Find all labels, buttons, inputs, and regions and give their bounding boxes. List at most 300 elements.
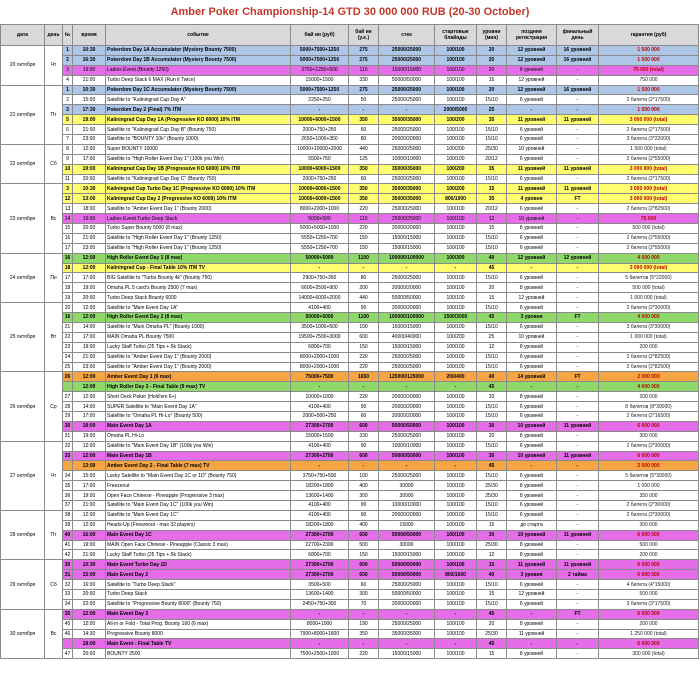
event-buyin-rub: 10000+6000+1500 <box>291 164 349 174</box>
event-blinds: 100/100 <box>435 224 477 234</box>
event-guarantee: 2 билета (2*82500) <box>599 352 699 362</box>
event-buyin-ue: 300 <box>349 491 379 501</box>
event-guarantee: 300 000 <box>599 431 699 441</box>
event-late-reg: 8 уровней <box>507 283 557 293</box>
event-buyin-ue: 300 <box>349 589 379 599</box>
event-stack: 125000/125000 <box>379 372 435 382</box>
event-buyin-ue: - <box>349 639 379 649</box>
event-buyin-rub: 18200+1800 <box>291 481 349 491</box>
event-final-day: - <box>557 589 599 599</box>
event-buyin-ue: 600 <box>349 530 379 540</box>
event-blinds: 100/100 <box>435 431 477 441</box>
event-stack: 15000/15000 <box>379 243 435 253</box>
event-name: High Roller Event Day 2 (8 max) <box>106 313 291 323</box>
event-guarantee: 3 билета (3*22000) <box>599 135 699 145</box>
event-num: 16 <box>63 313 73 323</box>
event-buyin-rub: 13600+1400 <box>291 491 349 501</box>
event-buyin-ue: 600 <box>349 570 379 580</box>
event-guarantee: 4 000 000 <box>599 313 699 323</box>
event-name: Satellite to "High Roller Event Day 1" (Bounty 1250) <box>106 243 291 253</box>
event-num: 19 <box>63 293 73 303</box>
event-late-reg: 12 уровней <box>507 85 557 95</box>
event-levels: 15/10 <box>477 95 507 105</box>
event-blinds: 100/100 <box>435 530 477 540</box>
event-late-reg: 10 уровней <box>507 421 557 431</box>
event-levels: 15/10 <box>477 273 507 283</box>
day-weekday: Пт <box>45 510 63 559</box>
event-stack: - <box>379 105 435 115</box>
event-time: 10:30 <box>73 184 106 194</box>
event-buyin-rub: 2000+750+250 <box>291 174 349 184</box>
event-stack: 100000/100000 <box>379 253 435 263</box>
event-buyin-ue: - <box>349 105 379 115</box>
event-late-reg: 10 уровней <box>507 451 557 461</box>
event-levels: 15/10 <box>477 125 507 135</box>
event-buyin-ue: 100 <box>349 322 379 332</box>
event-late-reg: 6 уровней <box>507 500 557 510</box>
event-buyin-rub: 15000+1500 <box>291 75 349 85</box>
event-final-day: 11 уровней <box>557 451 599 461</box>
event-name: Satellite to "Kaliningrad Cup Day A" <box>106 95 291 105</box>
event-guarantee: 3 000 000 (total) <box>599 164 699 174</box>
event-time: 18:00 <box>73 639 106 649</box>
event-num: 12 <box>63 194 73 204</box>
event-late-reg: 10 уровней <box>507 144 557 154</box>
event-name: BOUNTY 2500 <box>106 649 291 659</box>
event-buyin-ue: 350 <box>349 194 379 204</box>
day-weekday: Чт <box>45 441 63 510</box>
event-name: Lucky Staff Turbo (25 Tips + 5k Stack) <box>106 342 291 352</box>
event-stack: 50000/50000 <box>379 293 435 303</box>
event-levels: 20 <box>477 431 507 441</box>
event-guarantee: 200 000 <box>599 392 699 402</box>
event-stack: 40000/40000 <box>379 332 435 342</box>
event-num: 17 <box>63 273 73 283</box>
event-buyin-ue: 60 <box>349 125 379 135</box>
event-time: 12:00 <box>73 313 106 323</box>
event-guarantee: 500 000 <box>599 540 699 550</box>
event-stack: 25000/25000 <box>379 125 435 135</box>
event-buyin-ue: 600 <box>349 421 379 431</box>
table-row <box>1 411 699 421</box>
event-final-day: - <box>557 550 599 560</box>
event-num: 30 <box>63 421 73 431</box>
event-blinds: 100/200 <box>435 164 477 174</box>
event-blinds: 100/100 <box>435 204 477 214</box>
event-late-reg: 6 уровней <box>507 510 557 520</box>
event-final-day: - <box>557 510 599 520</box>
event-buyin-rub: 10000+6000+1500 <box>291 115 349 125</box>
event-late-reg: 3 уровня <box>507 570 557 580</box>
event-guarantee: 6 000 000 <box>599 570 699 580</box>
event-name: Satellite to "Kaliningrad Cup Day C" (Bounty 750) <box>106 174 291 184</box>
schedule-table <box>0 24 699 659</box>
event-blinds: 100/100 <box>435 589 477 599</box>
event-blinds: 100/200 <box>435 184 477 194</box>
event-num: 37 <box>63 500 73 510</box>
event-levels: 15/10 <box>477 362 507 372</box>
event-guarantee: 500 000 (total) <box>599 283 699 293</box>
event-levels: 15 <box>477 560 507 570</box>
event-name: Omaha PL 5 card's Bounty 2500 (7 max) <box>106 283 291 293</box>
event-blinds: 100/100 <box>435 411 477 421</box>
event-name: Satellite to "Main Event Day 1C" (100k you Win) <box>106 500 291 510</box>
event-late-reg: 10 уровней <box>507 332 557 342</box>
event-stack: 25000/25000 <box>379 95 435 105</box>
table-row <box>1 639 699 649</box>
event-late-reg: - <box>507 382 557 392</box>
event-blinds: 100/300 <box>435 253 477 263</box>
event-stack: 10000/10000 <box>379 500 435 510</box>
event-stack: 20000/20000 <box>379 224 435 234</box>
event-final-day: - <box>557 233 599 243</box>
event-buyin-rub: 27300+2700 <box>291 451 349 461</box>
event-name: Freezeout <box>106 481 291 491</box>
event-blinds: 100/100 <box>435 125 477 135</box>
event-buyin-rub: 5550+1250+700 <box>291 243 349 253</box>
event-time: 10:30 <box>73 85 106 95</box>
event-num: 45 <box>63 619 73 629</box>
event-buyin-ue: 190 <box>349 619 379 629</box>
event-num: 30 <box>63 560 73 570</box>
event-time: 12:00 <box>73 263 106 273</box>
table-row <box>1 313 699 323</box>
event-buyin-rub: - <box>291 105 349 115</box>
event-final-day: - <box>557 105 599 115</box>
event-stack: 15000/15000 <box>379 322 435 332</box>
event-name: Pokerdom Day 1A Accumulator (Mystery Bounty 7500) <box>106 46 291 56</box>
event-final-day: - <box>557 322 599 332</box>
event-final-day: FT <box>557 313 599 323</box>
event-buyin-ue: 350 <box>349 184 379 194</box>
event-name: Amber Event Day 2 - Final Table (7 max) TV <box>106 461 291 471</box>
event-time: 21:00 <box>73 233 106 243</box>
event-guarantee: 75 000 <box>599 214 699 224</box>
event-stack: 20000/20000 <box>379 599 435 609</box>
table-row <box>1 550 699 560</box>
event-levels: 12 <box>477 550 507 560</box>
day-date: 28 октября <box>1 510 45 559</box>
event-time: 12:00 <box>73 619 106 629</box>
table-row <box>1 164 699 174</box>
event-levels: 25/30 <box>477 540 507 550</box>
event-time: 19:00 <box>73 491 106 501</box>
table-row <box>1 184 699 194</box>
header-row <box>1 25 699 46</box>
event-buyin-rub: 8000+2000+1000 <box>291 204 349 214</box>
event-levels: 40 <box>477 253 507 263</box>
event-blinds: 100/100 <box>435 421 477 431</box>
event-name: Satellite to "High Roller Event Day 1" (Bounty 1250) <box>106 233 291 243</box>
event-buyin-ue: 600 <box>349 451 379 461</box>
day-weekday: Вс <box>45 609 63 658</box>
table-row <box>1 599 699 609</box>
event-final-day: - <box>557 441 599 451</box>
event-final-day: - <box>557 65 599 75</box>
event-buyin-rub: 5000+5000+1000 <box>291 224 349 234</box>
event-time: 17:00 <box>73 273 106 283</box>
event-late-reg: 8 уровней <box>507 540 557 550</box>
event-name: Satellite to "Omaha PL Hi-Lo" (Bounty 500) <box>106 411 291 421</box>
event-time: 17:00 <box>73 332 106 342</box>
event-buyin-rub: 5000+500 <box>291 214 349 224</box>
event-final-day: - <box>557 204 599 214</box>
event-guarantee: 6 000 000 <box>599 609 699 619</box>
event-levels: 15 <box>477 520 507 530</box>
day-date: 24 октября <box>1 253 45 302</box>
event-time: 16:00 <box>73 530 106 540</box>
event-buyin-rub: - <box>291 263 349 273</box>
event-levels: 20 <box>477 46 507 56</box>
event-guarantee: 6 000 000 <box>599 451 699 461</box>
event-late-reg: 6 уровней <box>507 411 557 421</box>
event-late-reg: - <box>507 263 557 273</box>
event-late-reg: 8 уровней <box>507 550 557 560</box>
event-blinds: 100/100 <box>435 303 477 313</box>
event-blinds: - <box>435 639 477 649</box>
event-guarantee: 3 000 000 (total) <box>599 194 699 204</box>
table-row <box>1 540 699 550</box>
event-final-day: - <box>557 481 599 491</box>
event-stack: 35000/35000 <box>379 629 435 639</box>
event-late-reg: 11 уровней <box>507 164 557 174</box>
event-stack: 25000/25000 <box>379 46 435 56</box>
event-buyin-rub: 3750+1250+500 <box>291 65 349 75</box>
event-levels: 25/30 <box>477 629 507 639</box>
event-final-day: - <box>557 392 599 402</box>
event-time: 12:00 <box>73 253 106 263</box>
event-blinds: - <box>435 461 477 471</box>
event-name: Open Face Chinese - Pineapple (Progressive 3 max) <box>106 491 291 501</box>
event-levels: 15 <box>477 184 507 194</box>
event-final-day: - <box>557 411 599 421</box>
event-stack: 50000/50000 <box>379 421 435 431</box>
day-weekday: Ср <box>45 372 63 441</box>
event-num: 29 <box>63 411 73 421</box>
table-row <box>1 520 699 530</box>
event-name: Omaha PL Hi-Lo <box>106 431 291 441</box>
event-late-reg: 8 уровней <box>507 491 557 501</box>
event-levels: 15/10 <box>477 174 507 184</box>
event-stack: 30000 <box>379 491 435 501</box>
event-guarantee: 1 250 000 (total) <box>599 629 699 639</box>
table-row <box>1 392 699 402</box>
event-buyin-ue: 275 <box>349 85 379 95</box>
event-guarantee: 2 билета (2*30000) <box>599 441 699 451</box>
event-buyin-rub: 5000+7500+1250 <box>291 55 349 65</box>
event-stack: 15000 <box>379 520 435 530</box>
event-buyin-rub: 75000+7500 <box>291 372 349 382</box>
event-blinds: 100/100 <box>435 214 477 224</box>
event-blinds: 200/400 <box>435 372 477 382</box>
event-time: 21:00 <box>73 75 106 85</box>
event-guarantee: 2 билета (2*55000) <box>599 154 699 164</box>
event-num: 34 <box>63 599 73 609</box>
event-name: Main Event Turbo Day 1D <box>106 560 291 570</box>
event-buyin-rub: - <box>291 639 349 649</box>
event-time: 14:00 <box>73 322 106 332</box>
header-day: день <box>45 25 63 46</box>
event-time: 13:00 <box>73 194 106 204</box>
event-final-day: 12 уровней <box>557 253 599 263</box>
table-row <box>1 372 699 382</box>
event-stack: 10000/10000 <box>379 154 435 164</box>
event-guarantee: 75 000 (total) <box>599 65 699 75</box>
event-buyin-rub: 7500+2500+1000 <box>291 649 349 659</box>
table-row <box>1 144 699 154</box>
event-final-day: - <box>557 461 599 471</box>
event-buyin-ue: 80 <box>349 135 379 145</box>
event-late-reg: 6 уровней <box>507 135 557 145</box>
event-num: 7 <box>63 135 73 145</box>
event-final-day: - <box>557 263 599 273</box>
event-name: Satellite to "Amber Event Day 1" (Bounty 2000) <box>106 362 291 372</box>
event-buyin-rub: 27300+2700 <box>291 560 349 570</box>
event-stack: 15000/15000 <box>379 65 435 75</box>
event-time: 12:00 <box>73 392 106 402</box>
event-time: 15:00 <box>73 570 106 580</box>
event-buyin-rub: 5500+750 <box>291 154 349 164</box>
event-late-reg: 10 уровней <box>507 530 557 540</box>
table-row <box>1 441 699 451</box>
event-blinds: 100/100 <box>435 154 477 164</box>
event-final-day: - <box>557 491 599 501</box>
event-guarantee: 2 билета (2*16500) <box>599 411 699 421</box>
event-name: Satellite to "Main Event Day 1C" <box>106 510 291 520</box>
event-blinds: 100/100 <box>435 233 477 243</box>
event-late-reg: 12 уровней <box>507 46 557 56</box>
event-final-day: - <box>557 649 599 659</box>
event-buyin-ue: 70 <box>349 599 379 609</box>
table-row <box>1 85 699 95</box>
event-blinds: 100/100 <box>435 46 477 56</box>
event-buyin-ue: 600 <box>349 332 379 342</box>
event-buyin-ue: 330 <box>349 431 379 441</box>
table-row <box>1 263 699 273</box>
table-row <box>1 224 699 234</box>
event-blinds: 100/100 <box>435 135 477 145</box>
event-guarantee: 8 билетов (8*30000) <box>599 402 699 412</box>
event-blinds: 100/100 <box>435 392 477 402</box>
table-row <box>1 332 699 342</box>
event-final-day: - <box>557 580 599 590</box>
event-levels: 30 <box>477 421 507 431</box>
event-blinds: 100/100 <box>435 65 477 75</box>
event-time: 12:00 <box>73 144 106 154</box>
event-levels: 45 <box>477 461 507 471</box>
event-levels: 15/10 <box>477 471 507 481</box>
event-levels: 20 <box>477 65 507 75</box>
event-buyin-ue: 150 <box>349 550 379 560</box>
event-time: 23:00 <box>73 135 106 145</box>
event-buyin-rub: 10000+10000+2000 <box>291 144 349 154</box>
event-final-day: - <box>557 500 599 510</box>
event-guarantee: 2 билета (2*17500) <box>599 174 699 184</box>
event-num: 1 <box>63 46 73 56</box>
header-date: дата <box>1 25 45 46</box>
event-num: 25 <box>63 362 73 372</box>
event-final-day: 11 уровней <box>557 164 599 174</box>
event-buyin-rub: 5550+1250+700 <box>291 233 349 243</box>
event-name: Kaliningrad Cup Day 1A (Progressive KO 6000) 10% ITM <box>106 115 291 125</box>
event-stack: 20000/20000 <box>379 303 435 313</box>
event-buyin-ue: 90 <box>349 500 379 510</box>
event-late-reg: 6 уровней <box>507 322 557 332</box>
event-levels: 35 <box>477 194 507 204</box>
event-time: 18:00 <box>73 421 106 431</box>
event-time: 15:00 <box>73 471 106 481</box>
event-stack: 35000/35000 <box>379 164 435 174</box>
event-buyin-ue: 80 <box>349 273 379 283</box>
table-row <box>1 431 699 441</box>
event-late-reg: 11 уровней <box>507 184 557 194</box>
event-guarantee: 4 билета (4*15000) <box>599 580 699 590</box>
event-guarantee: 500 000 <box>599 589 699 599</box>
event-levels: 20/12 <box>477 204 507 214</box>
event-buyin-rub: - <box>291 382 349 392</box>
event-late-reg: 6 уровней <box>507 303 557 313</box>
event-name: BIG Satellite to "Turbo Bounty 4k" (Bounty 750) <box>106 273 291 283</box>
event-name: MAIN Omaha PL Bounty 7500 <box>106 332 291 342</box>
event-num: 3 <box>63 105 73 115</box>
event-stack: 35000/35000 <box>379 194 435 204</box>
event-buyin-rub: 4100+400 <box>291 303 349 313</box>
event-guarantee: 750 000 <box>599 75 699 85</box>
event-levels: 25/30 <box>477 144 507 154</box>
event-buyin-ue: 350 <box>349 629 379 639</box>
event-guarantee: 200 000 <box>599 550 699 560</box>
event-guarantee: 3 билета (3*17500) <box>599 599 699 609</box>
event-final-day: 11 уровней <box>557 560 599 570</box>
event-num: 31 <box>63 431 73 441</box>
event-time: 14:00 <box>73 402 106 412</box>
event-num: 33 <box>63 451 73 461</box>
event-buyin-rub: - <box>291 461 349 471</box>
event-time: 12:00 <box>73 609 106 619</box>
table-row <box>1 382 699 392</box>
event-guarantee: 6 000 000 <box>599 530 699 540</box>
event-guarantee: 1 500 000 <box>599 55 699 65</box>
event-num: 32 <box>63 580 73 590</box>
event-buyin-rub: 3750+750+500 <box>291 471 349 481</box>
event-buyin-rub: 3500+1000+500 <box>291 322 349 332</box>
event-buyin-rub: 10000+6000+1500 <box>291 184 349 194</box>
event-guarantee: 6 000 000 <box>599 639 699 649</box>
table-row <box>1 115 699 125</box>
event-buyin-ue: 200 <box>349 283 379 293</box>
event-buyin-ue: 90 <box>349 303 379 313</box>
event-name: Satellite to "Main Event Day 1A" <box>106 303 291 313</box>
event-buyin-rub: 3500+500 <box>291 580 349 590</box>
event-blinds: 100/100 <box>435 85 477 95</box>
event-num: 24 <box>63 352 73 362</box>
event-blinds: 100/100 <box>435 95 477 105</box>
event-num: 1 <box>63 85 73 95</box>
event-name: Main Event Day 3 <box>106 609 291 619</box>
table-row <box>1 233 699 243</box>
event-final-day: - <box>557 214 599 224</box>
event-time: 13:00 <box>73 461 106 471</box>
event-time: 19:00 <box>73 115 106 125</box>
event-buyin-ue: 275 <box>349 46 379 56</box>
event-buyin-rub: 6600+2500+900 <box>291 283 349 293</box>
event-levels: 15 <box>477 649 507 659</box>
event-levels: 30 <box>477 530 507 540</box>
event-final-day: - <box>557 629 599 639</box>
event-blinds: 100/100 <box>435 599 477 609</box>
event-late-reg: 8 уровней <box>507 65 557 75</box>
event-name: Satellite to "High Roller Event Day 1" (100k you Win) <box>106 154 291 164</box>
